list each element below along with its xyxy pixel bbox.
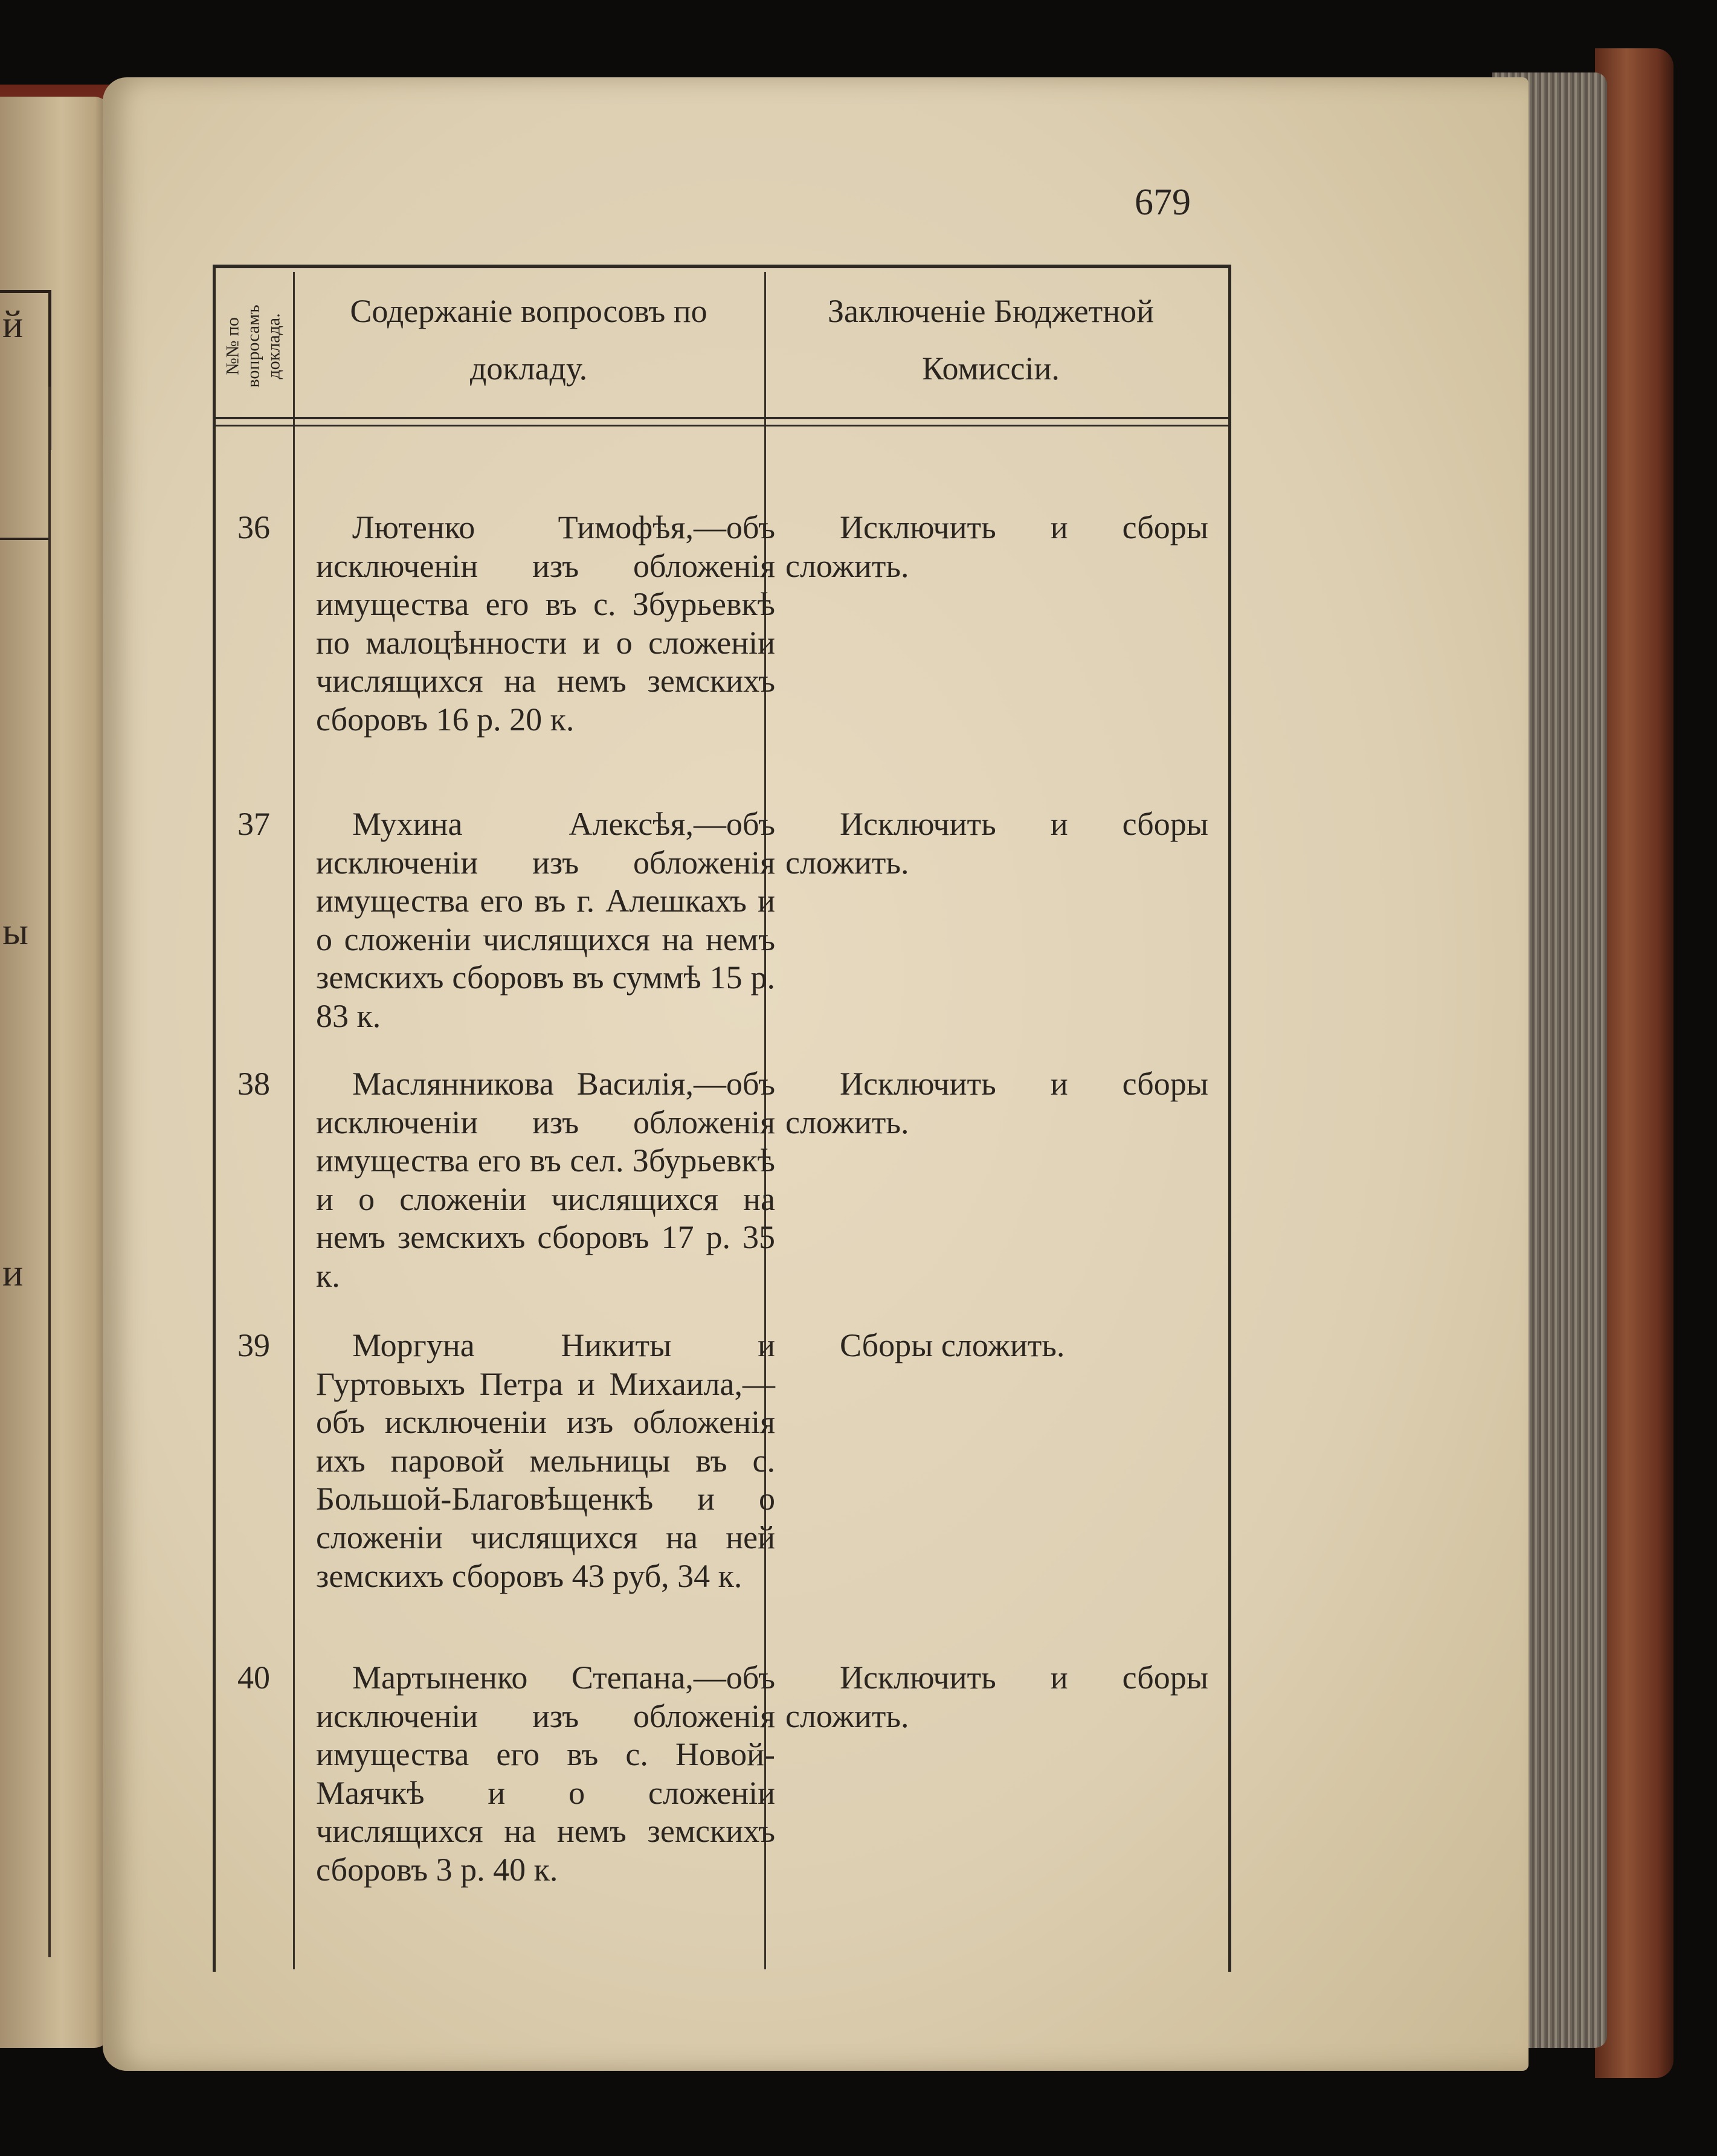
left-page-fragment: и [2,1251,24,1294]
header-number-label: №№ по вопросамъ доклада. [223,304,285,388]
left-page-fragment: й [2,303,24,346]
page-number: 679 [1135,182,1191,223]
header-number-column [214,278,293,414]
row-conclusion: Сборы сложить. [840,1327,1065,1363]
row-number: 37 [237,806,270,842]
row-number: 38 [237,1066,270,1102]
row-content: Моргуна Никиты и Гуртовыхъ Петра и Михаила,—объ исключеніи изъ обложенія ихъ паровой мельницы въ с. Большой-Благовѣщенкѣ и о сложеніи числящихся на ней земскихъ сборовъ 43 руб, 34 к. [316,1327,775,1594]
row-content: Маслянникова Василія,—объ исключеніи изъ обложенія имущества его въ сел. Збурьевкѣ и о сложеніи числящихся на немъ земскихъ сборовъ 17 р. 35 к. [316,1066,775,1294]
left-page-fragment: ы [2,910,28,953]
row-content: Лютенко Тимофѣя,—объ исключенін изъ обложенія имущества его въ с. Збурьевкѣ по малоцѣнности и о сложеніи числящихся на немъ земскихъ сборовъ 16 р. 20 к. [316,509,775,738]
row-conclusion: Исключить и сборы сложить. [785,806,1208,881]
row-number: 40 [237,1659,270,1696]
left-page [0,97,112,2048]
row-number: 39 [237,1327,270,1363]
row-content: Мартыненко Степана,—объ исключеніи изъ обложенія имущества его въ с. Новой-Маячкѣ и о сложеніи числящихся на немъ земскихъ сборовъ 3 р. 40 к. [316,1659,775,1888]
header-rule-double [213,425,1228,426]
row-content: Мухина Алексѣя,—объ исключеніи изъ обложенія имущества его въ г. Алешкахъ и о сложеніи числящихся на немъ земскихъ сборовъ въ суммѣ 15 р. 83 к. [316,806,775,1034]
header-rule [213,417,1228,419]
row-conclusion: Исключить и сборы сложить. [785,509,1208,584]
left-page-rule [0,538,48,540]
column-divider [293,272,295,1969]
left-page-column-line [48,387,51,1957]
header-content: Содержаніе вопросовъ по докладу. [350,293,707,387]
row-number: 36 [237,509,270,545]
row-conclusion: Исключить и сборы сложить. [785,1066,1208,1141]
row-conclusion: Исключить и сборы сложить. [785,1659,1208,1734]
header-conclusion: Заключеніе Бюджетной Комиссіи. [827,293,1155,387]
